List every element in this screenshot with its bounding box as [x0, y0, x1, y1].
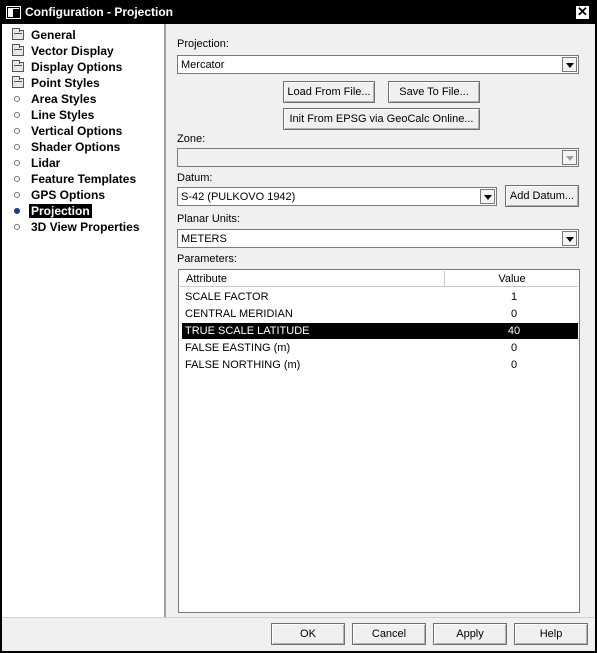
dialog-footer	[2, 617, 595, 651]
chevron-down-icon[interactable]	[562, 57, 577, 72]
sidebar-item-area-styles[interactable]	[2, 91, 166, 107]
sidebar-item-label: Shader Options	[31, 140, 121, 154]
sidebar-item-shader-options[interactable]	[2, 139, 166, 155]
init-from-epsg-button[interactable]: Init From EPSG via GeoCalc Online...	[283, 108, 480, 130]
datum-value: S-42 (PULKOVO 1942)	[181, 191, 296, 203]
value-cell[interactable]: 0	[510, 308, 518, 320]
datum-select[interactable]	[177, 187, 497, 206]
table-row[interactable]	[182, 340, 578, 356]
table-header	[180, 271, 578, 287]
datum-label: Datum:	[177, 172, 213, 184]
projection-panel	[168, 24, 595, 617]
sidebar	[2, 24, 166, 617]
value-cell[interactable]: 40	[507, 325, 521, 337]
sidebar-item-label: 3D View Properties	[31, 220, 140, 234]
projection-label: Projection:	[177, 38, 229, 50]
bullet-icon	[14, 112, 20, 118]
folder-icon	[12, 46, 24, 56]
sidebar-item-feature-templates[interactable]	[2, 171, 166, 187]
chevron-down-icon[interactable]	[562, 231, 577, 246]
attribute-cell: TRUE SCALE LATITUDE	[185, 325, 310, 337]
sidebar-item-label: Area Styles	[31, 92, 97, 106]
zone-select[interactable]	[177, 148, 579, 167]
sidebar-item-vertical-options[interactable]	[2, 123, 166, 139]
bullet-icon	[14, 160, 20, 166]
sidebar-item-label: GPS Options	[31, 188, 106, 202]
bullet-icon	[14, 144, 20, 150]
app-icon	[6, 6, 21, 19]
apply-button[interactable]: Apply	[433, 623, 507, 645]
bullet-icon	[14, 208, 20, 214]
bullet-icon	[14, 96, 20, 102]
planar-units-label: Planar Units:	[177, 213, 240, 225]
sidebar-item-vector-display[interactable]	[2, 43, 166, 59]
attribute-cell: FALSE NORTHING (m)	[185, 359, 301, 371]
title-bar[interactable]	[2, 2, 595, 24]
parameters-table[interactable]	[178, 269, 580, 613]
column-header-attribute[interactable]: Attribute	[180, 271, 445, 287]
sidebar-item-label: Point Styles	[31, 76, 100, 90]
chevron-down-icon[interactable]	[480, 189, 495, 204]
save-to-file-button[interactable]: Save To File...	[388, 81, 480, 103]
help-button[interactable]: Help	[514, 623, 588, 645]
planar-units-select[interactable]	[177, 229, 579, 248]
projection-value: Mercator	[181, 59, 225, 71]
value-cell[interactable]: 0	[510, 359, 518, 371]
sidebar-item-3d-view-properties[interactable]	[2, 219, 166, 235]
zone-label: Zone:	[177, 133, 206, 145]
sidebar-item-label: Projection	[31, 204, 90, 218]
bullet-icon	[14, 128, 20, 134]
sidebar-item-point-styles[interactable]	[2, 75, 166, 91]
add-datum-button[interactable]: Add Datum...	[505, 185, 579, 207]
sidebar-item-display-options[interactable]	[2, 59, 166, 75]
sidebar-item-gps-options[interactable]	[2, 187, 166, 203]
sidebar-item-lidar[interactable]	[2, 155, 166, 171]
sidebar-item-general[interactable]	[2, 27, 166, 43]
projection-select[interactable]	[177, 55, 579, 74]
sidebar-item-label: Display Options	[31, 60, 123, 74]
sidebar-item-label: Lidar	[31, 156, 61, 170]
sidebar-item-label: Feature Templates	[31, 172, 137, 186]
sidebar-item-label: Line Styles	[31, 108, 95, 122]
sidebar-item-label: Vector Display	[31, 44, 114, 58]
column-header-value[interactable]: Value	[498, 273, 526, 285]
attribute-cell: SCALE FACTOR	[185, 291, 269, 303]
parameters-label: Parameters:	[177, 253, 237, 265]
load-from-file-button[interactable]: Load From File...	[283, 81, 375, 103]
chevron-down-icon[interactable]	[562, 150, 577, 165]
attribute-cell: CENTRAL MERIDIAN	[185, 308, 293, 320]
folder-icon	[12, 78, 24, 88]
folder-icon	[12, 62, 24, 72]
table-row[interactable]	[182, 306, 578, 322]
sidebar-item-label: General	[31, 28, 76, 42]
close-button[interactable]: ✕	[575, 5, 590, 20]
value-cell[interactable]: 1	[510, 291, 518, 303]
ok-button[interactable]: OK	[271, 623, 345, 645]
table-row[interactable]	[182, 357, 578, 373]
bullet-icon	[14, 192, 20, 198]
folder-icon	[12, 30, 24, 40]
table-row[interactable]	[182, 289, 578, 305]
bullet-icon	[14, 176, 20, 182]
table-row-selected[interactable]	[182, 323, 578, 339]
sidebar-item-label: Vertical Options	[31, 124, 123, 138]
window-title: Configuration - Projection	[25, 5, 173, 19]
cancel-button[interactable]: Cancel	[352, 623, 426, 645]
value-cell[interactable]: 0	[510, 342, 518, 354]
sidebar-item-projection[interactable]	[2, 203, 166, 219]
attribute-cell: FALSE EASTING (m)	[185, 342, 291, 354]
sidebar-item-line-styles[interactable]	[2, 107, 166, 123]
planar-units-value: METERS	[181, 233, 227, 245]
bullet-icon	[14, 224, 20, 230]
